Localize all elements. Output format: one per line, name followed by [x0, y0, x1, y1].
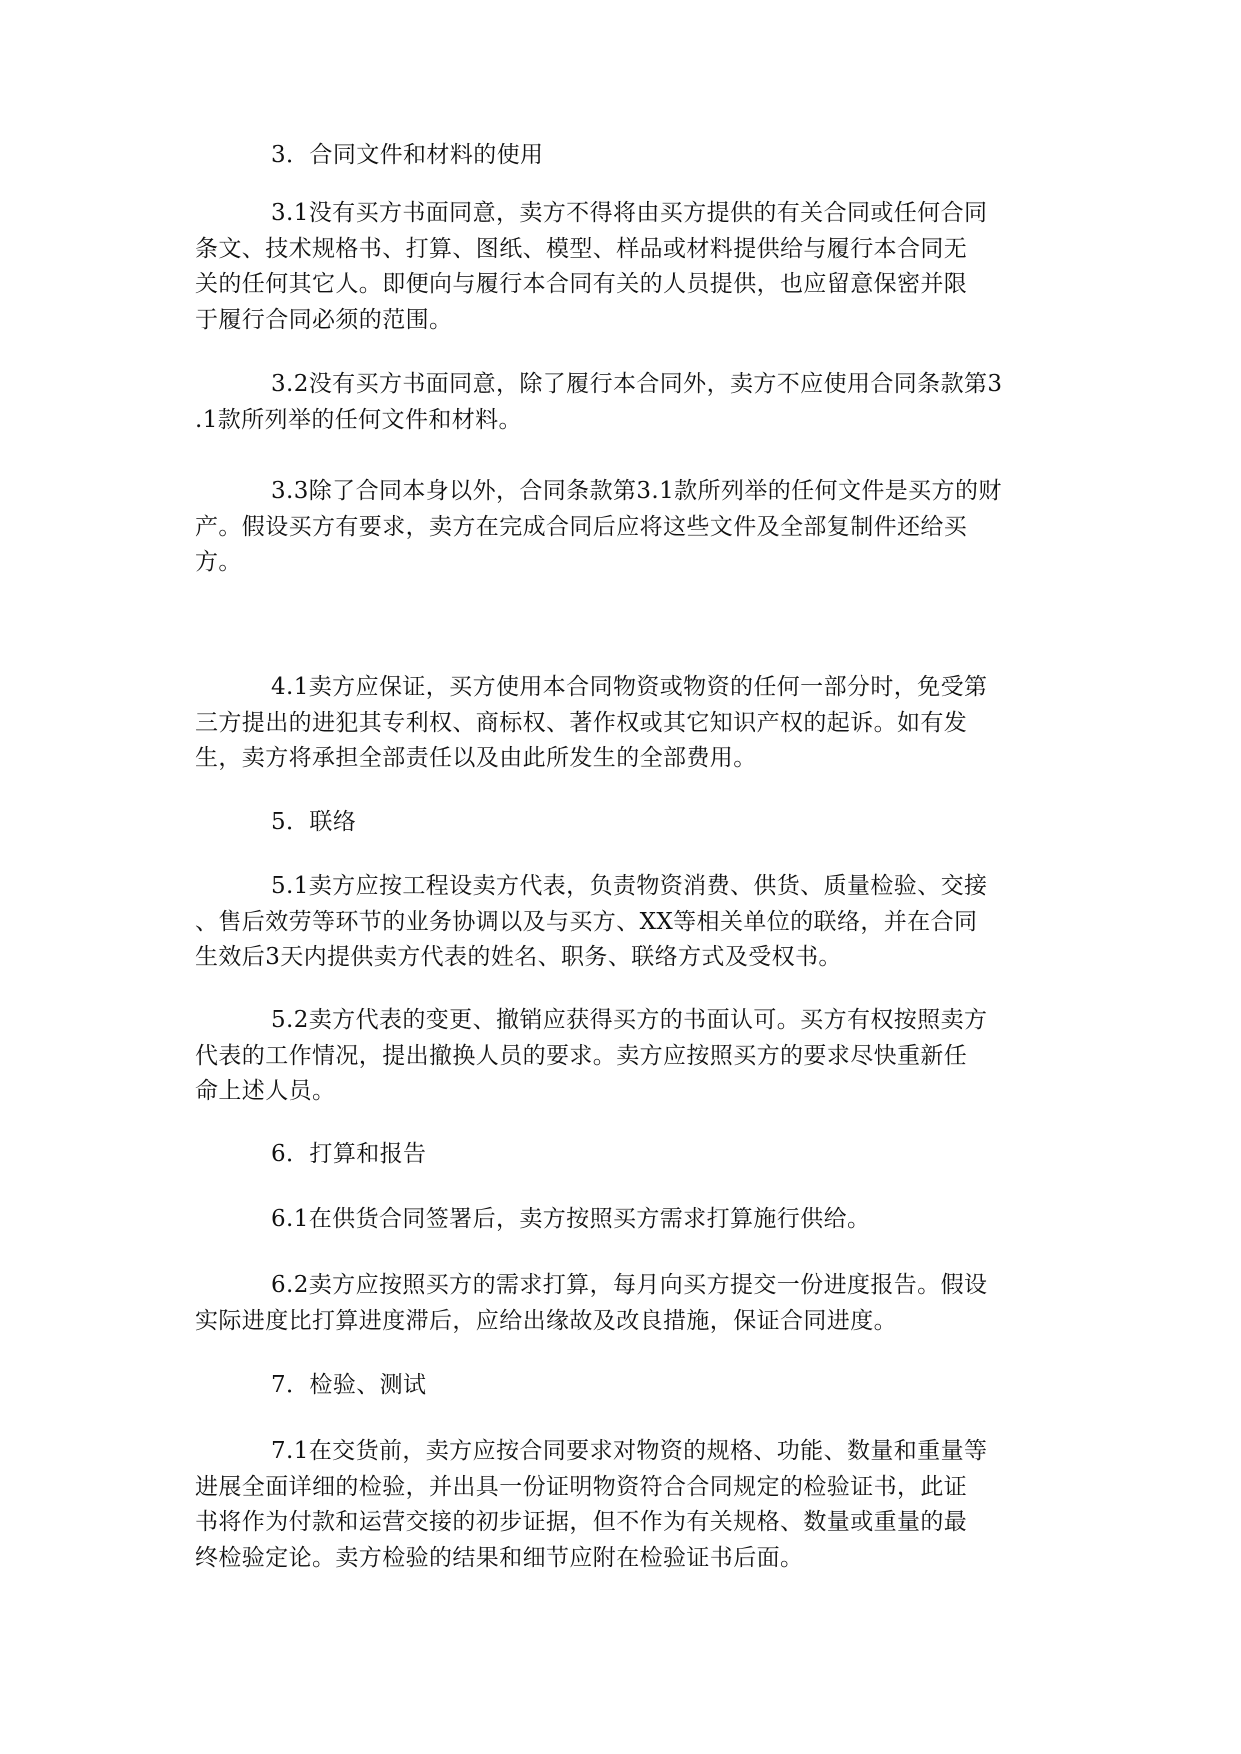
paragraph-line: 三方提出的进犯其专利权、商标权、著作权或其它知识产权的起诉。如有发 [195, 709, 968, 736]
clause-6-1 [195, 1202, 1035, 1238]
section-heading-7 [195, 1368, 1035, 1404]
paragraph-line: 4.1卖方应保证，买方使用本合同物资或物资的任何一部分时，免受第 [271, 674, 988, 700]
paragraph-line: 生效后3天内提供卖方代表的姓名、职务、联络方式及受权书。 [195, 944, 842, 970]
paragraph-line: 3.3除了合同本身以外，合同条款第3.1款所列举的任何文件是买方的财 [271, 478, 1002, 504]
paragraph-line: 5.1卖方应按工程设卖方代表，负责物资消费、供货、质量检验、交接 [271, 873, 988, 899]
section-heading-5 [195, 805, 1035, 841]
paragraph-line: 7.1在交货前，卖方应按合同要求对物资的规格、功能、数量和重量等 [271, 1438, 988, 1464]
paragraph-line: 终检验定论。卖方检验的结果和细节应附在检验证书后面。 [195, 1544, 804, 1571]
clause-3-2 [195, 367, 1035, 438]
paragraph-line: 条文、技术规格书、打算、图纸、模型、样品或材料提供给与履行本合同无 [195, 235, 968, 262]
paragraph-line: 于履行合同必须的范围。 [195, 306, 453, 333]
paragraph-line: 生，卖方将承担全部责任以及由此所发生的全部费用。 [195, 745, 757, 771]
paragraph-line: 代表的工作情况，提出撤换人员的要求。卖方应按照买方的要求尽快重新任 [195, 1042, 968, 1069]
section-heading-3 [195, 138, 1035, 174]
paragraph-line: 6.2卖方应按照买方的需求打算，每月向买方提交一份进度报告。假设 [271, 1272, 988, 1298]
clause-5-1 [195, 869, 1035, 976]
clause-3-1 [195, 196, 1035, 338]
paragraph-line: 关的任何其它人。即便向与履行本合同有关的人员提供，也应留意保密并限 [195, 271, 968, 297]
paragraph-line: 3.2没有买方书面同意，除了履行本合同外，卖方不应使用合同条款第3 [271, 371, 1003, 397]
heading-text: 3．合同文件和材料的使用 [271, 142, 544, 168]
paragraph-line: 、售后效劳等环节的业务协调以及与买方、XX等相关单位的联络，并在合同 [195, 908, 978, 935]
paragraph-line: 产。假设买方有要求，卖方在完成合同后应将这些文件及全部复制件还给买 [195, 513, 968, 540]
clause-5-2 [195, 1003, 1035, 1110]
heading-text: 6．打算和报告 [271, 1141, 427, 1167]
paragraph-line: .1款所列举的任何文件和材料。 [195, 406, 522, 433]
section-heading-6 [195, 1137, 1035, 1173]
paragraph-line: 方。 [195, 549, 242, 575]
clause-7-1 [195, 1434, 1035, 1576]
paragraph-line: 6.1在供货合同签署后，卖方按照买方需求打算施行供给。 [271, 1206, 871, 1232]
paragraph-line: 5.2卖方代表的变更、撤销应获得买方的书面认可。买方有权按照卖方 [271, 1007, 988, 1033]
clause-4-1 [195, 670, 1035, 777]
paragraph-line: 实际进度比打算进度滞后，应给出缘故及改良措施，保证合同进度。 [195, 1307, 897, 1334]
heading-text: 5．联络 [271, 809, 357, 835]
clause-3-3 [195, 474, 1035, 581]
paragraph-line: 3.1没有买方书面同意，卖方不得将由买方提供的有关合同或任何合同 [271, 200, 988, 226]
heading-text: 7．检验、测试 [271, 1372, 427, 1398]
paragraph-line: 书将作为付款和运营交接的初步证据，但不作为有关规格、数量或重量的最 [195, 1509, 968, 1535]
paragraph-line: 命上述人员。 [195, 1078, 336, 1104]
clause-6-2 [195, 1268, 1035, 1339]
paragraph-line: 进展全面详细的检验，并出具一份证明物资符合合同规定的检验证书，此证 [195, 1473, 968, 1500]
